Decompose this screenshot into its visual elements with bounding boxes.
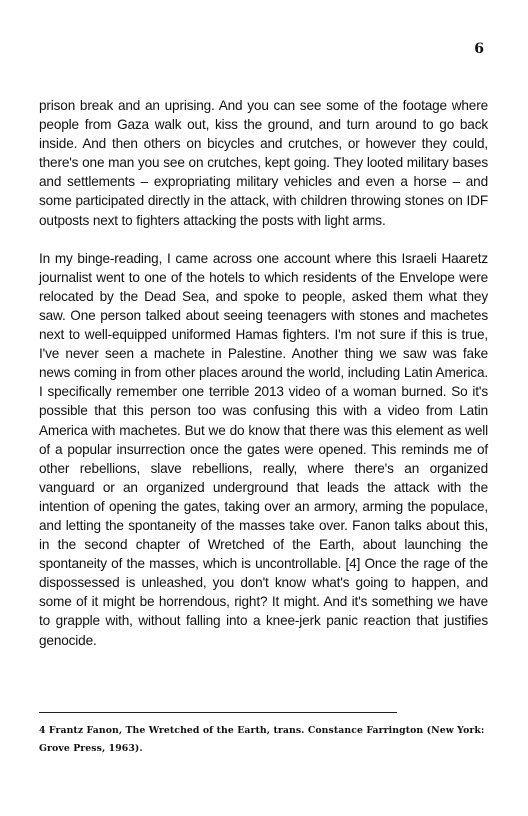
- paragraph: In my binge-reading, I came across one account where this Israeli Haaretz journalist went to one of the hotels to which residents of the Envelope were relocated by the Dead Sea, and spoke to people, asked them what they saw. One person talked about seeing teenagers with stones and machetes next to well-equipped uniformed Hamas fighters. I'm not sure if this is true, I've never seen a machete in Palestine. Another thing we saw was fake news coming in from other places around the world, including Latin America. I specifically remember one terrible 2013 video of a woman burned. So it's possible that this person too was confusing this with a video from Latin America with machetes. But we do know that there was this element as well of a popular insurrection once the gates were opened. This reminds me of other rebellions, slave rebellions, really, where there's an organized vanguard or an organized underground that leads the attack with the intention of opening the gates, taking over an armory, arming the populace, and letting the spontaneity of the masses take over. Fanon talks about this, in the second chapter of Wretched of the Earth, about launching the spontaneity of the masses, which is uncontrollable. [4] Once the rage of the dispossessed is unleashed, you don't know what's going to happen, and some of it might be horrendous, right? It might. And it's something we have to grapple with, without falling into a knee-jerk panic reaction that justifies genocide.: [39, 250, 488, 648]
- footnote: 4 Frantz Fanon, The Wretched of the Earth, trans. Constance Farrington (New York: Grove Press, 1963).: [39, 725, 485, 754]
- footnote-divider: [39, 712, 397, 713]
- paragraph: prison break and an uprising. And you can see some of the footage where people from Gaza walk out, kiss the ground, and turn around to go back inside. And then others on bicycles and crutches, or however they could, there's one man you see on crutches, kept going. They looted military bases and settlements – expropriating military vehicles and even a horse – and some participated directly in the attack, with children throwing stones on IDF outposts next to fighters attacking the posts with light arms.: [39, 98, 488, 228]
- body-text: [39, 96, 488, 650]
- page-number: 6: [474, 41, 484, 57]
